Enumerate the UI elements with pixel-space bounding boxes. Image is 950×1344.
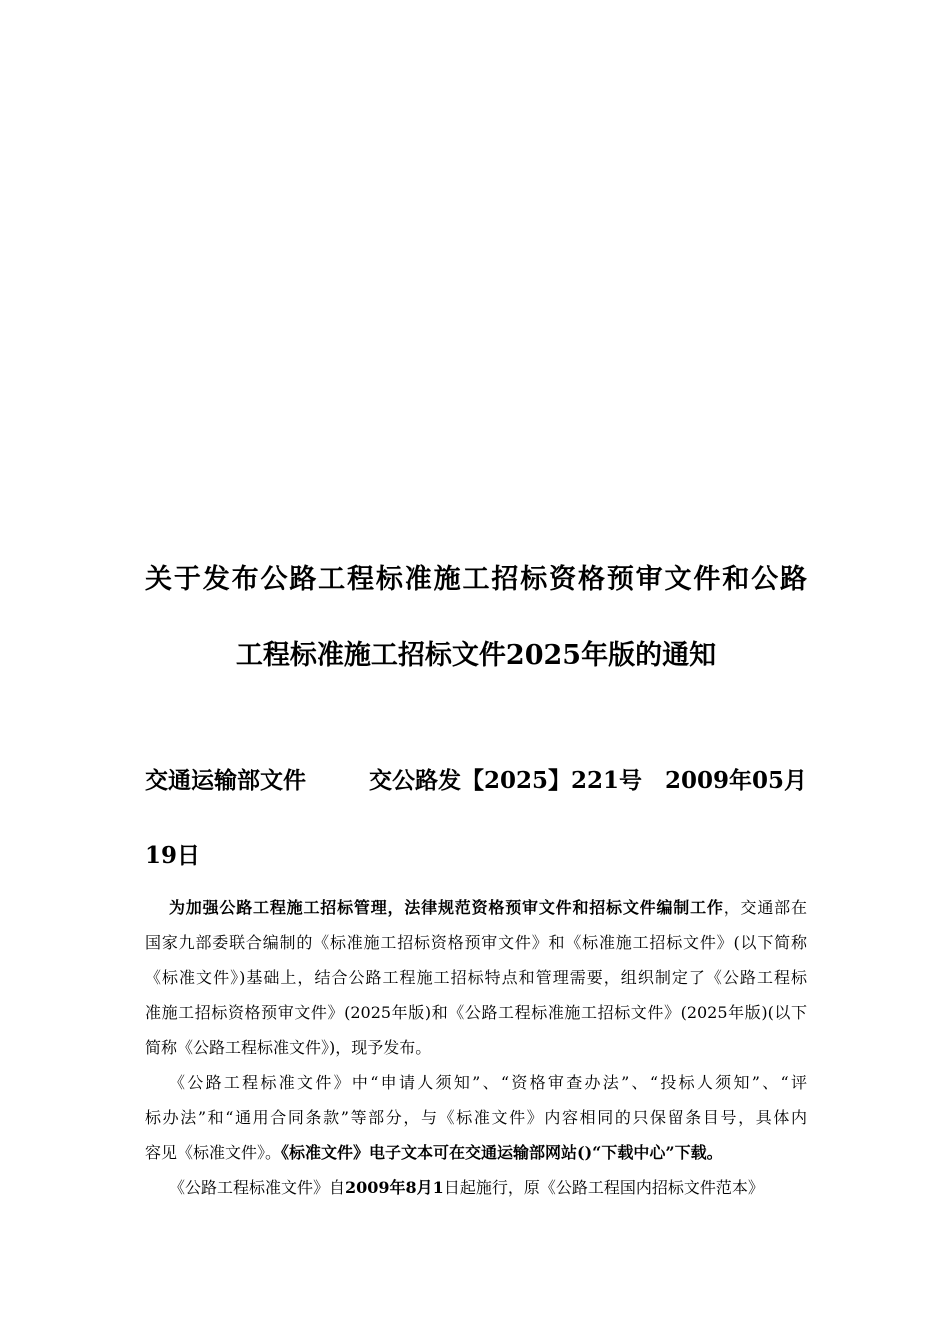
- paragraph-2-line-3: [145, 1136, 807, 1169]
- document-title-line-2: 工程标准施工招标文件2025年版的通知: [235, 640, 717, 671]
- issuing-department: 交通运输部文件: [145, 767, 306, 794]
- paragraph-2-line-2: 标办法”和“通用合同条款”等部分，与《标准文件》内容相同的只保留条目号，具体内: [145, 1108, 807, 1127]
- document-number: 交公路发【2025】221号: [369, 767, 643, 794]
- paragraph-1-line-4: 准施工招标资格预审文件》(2025年版)和《公路工程标准施工招标文件》(2025年版)(以下: [145, 1003, 807, 1022]
- paragraph-1-line-3: 《标准文件》)基础上，结合公路工程施工招标特点和管理需要，组织制定了《公路工程标: [145, 968, 807, 987]
- paragraph-1-line-1: [145, 891, 807, 924]
- paragraph-2-line-1: 《公路工程标准文件》中“申请人须知”、“资格审查办法”、“投标人须知”、“评: [169, 1073, 807, 1092]
- issue-date-day: 19日: [145, 842, 201, 869]
- paragraph-3-line-1: [145, 1171, 807, 1204]
- issue-date: 2009年05月: [664, 767, 807, 794]
- paragraph-2-line-3-plain: 容见《标准文件》。: [145, 1143, 282, 1162]
- paragraph-1-line-5: 简称《公路工程标准文件》)，现予发布。: [145, 1038, 432, 1057]
- paragraph-1-line-2: 国家九部委联合编制的《标准施工招标资格预审文件》和《标准施工招标文件》(以下简称: [145, 933, 807, 952]
- paragraph-3-effective-date: 2009年8月1: [345, 1178, 444, 1197]
- paragraph-3-part-2: 日起施行，原《公路工程国内招标文件范本》: [443, 1178, 764, 1197]
- paragraph-1-line-1-rest: ，交通部在: [723, 898, 807, 917]
- document-title-line-1: 关于发布公路工程标准施工招标资格预审文件和公路: [145, 564, 807, 595]
- paragraph-3-part-1: 《公路工程标准文件》自: [169, 1178, 346, 1197]
- paragraph-2-download-note: 《标准文件》电子文本可在交通运输部网站()“下载中心”下载。: [281, 1143, 723, 1162]
- paragraph-1-lead: 为加强公路工程施工招标管理，法律规范资格预审文件和招标文件编制工作: [169, 898, 724, 917]
